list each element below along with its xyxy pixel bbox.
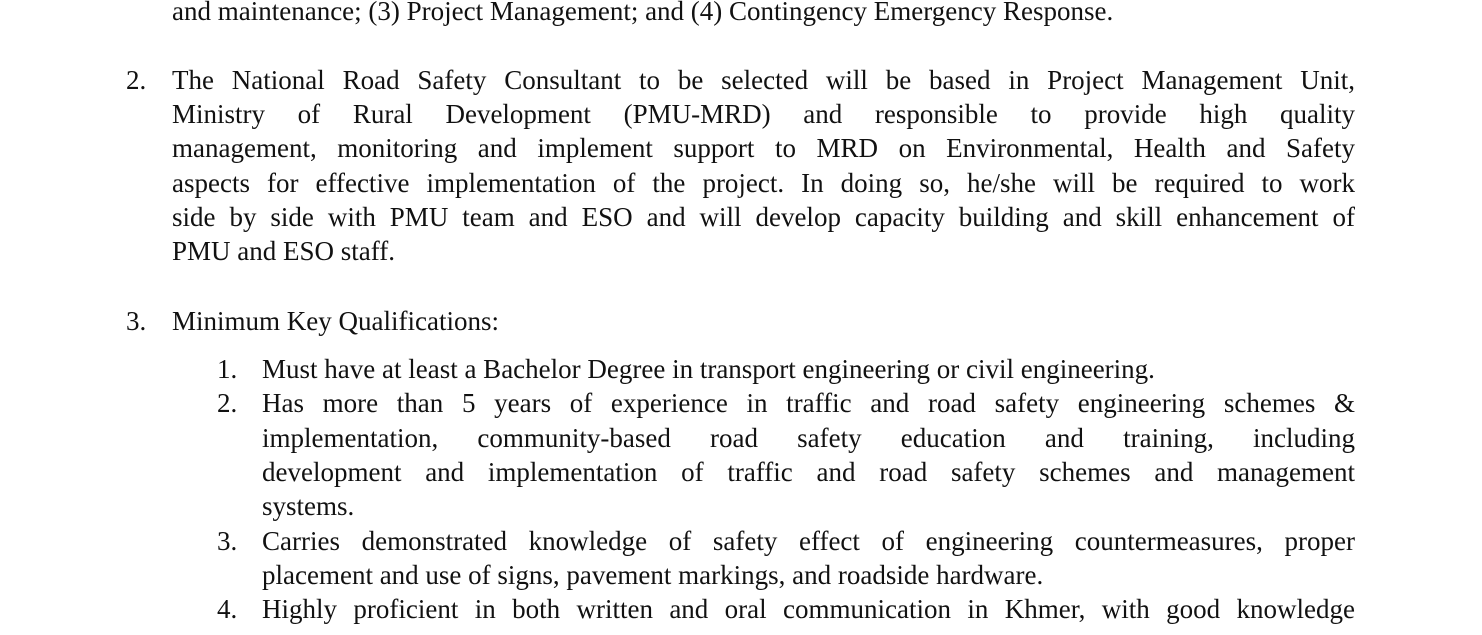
section-3-heading: Minimum Key Qualifications: <box>172 306 499 336</box>
section-2-number: 2. <box>126 65 147 95</box>
section-2-line: Ministry of Rural Development (PMU-MRD) and responsible to provide high quality <box>172 99 1355 129</box>
section-2-line: PMU and ESO staff. <box>172 236 396 266</box>
qualification-line: placement and use of signs, pavement markings, and roadside hardware. <box>262 560 1044 590</box>
qualification-line: Has more than 5 years of experience in traffic and road safety engineering schemes & <box>262 388 1355 418</box>
qualification-number: 4. <box>217 594 238 624</box>
qualification-line: development and implementation of traffic and road safety schemes and management <box>262 457 1355 487</box>
qualification-number: 3. <box>217 526 238 556</box>
section-2-line: side by side with PMU team and ESO and will develop capacity building and skill enhancement of <box>172 202 1355 232</box>
qualification-number: 1. <box>217 354 238 384</box>
section-2-line: aspects for effective implementation of the project. In doing so, he/she will be required to work <box>172 168 1355 198</box>
qualification-line: Must have at least a Bachelor Degree in transport engineering or civil engineering. <box>262 354 1155 384</box>
intro-tail-line: and maintenance; (3) Project Management; and (4) Contingency Emergency Response. <box>172 0 1114 26</box>
section-3-number: 3. <box>126 306 147 336</box>
qualification-line: implementation, community-based road safety education and training, including <box>262 423 1355 453</box>
section-2-line: The National Road Safety Consultant to be selected will be based in Project Management Unit, <box>172 65 1355 95</box>
qualification-number: 2. <box>217 388 238 418</box>
qualification-line: systems. <box>262 491 355 521</box>
qualification-line: Highly proficient in both written and oral communication in Khmer, with good knowledge <box>262 594 1355 624</box>
qualification-line: Carries demonstrated knowledge of safety effect of engineering countermeasures, proper <box>262 526 1355 556</box>
section-2-line: management, monitoring and implement support to MRD on Environmental, Health and Safety <box>172 133 1355 163</box>
